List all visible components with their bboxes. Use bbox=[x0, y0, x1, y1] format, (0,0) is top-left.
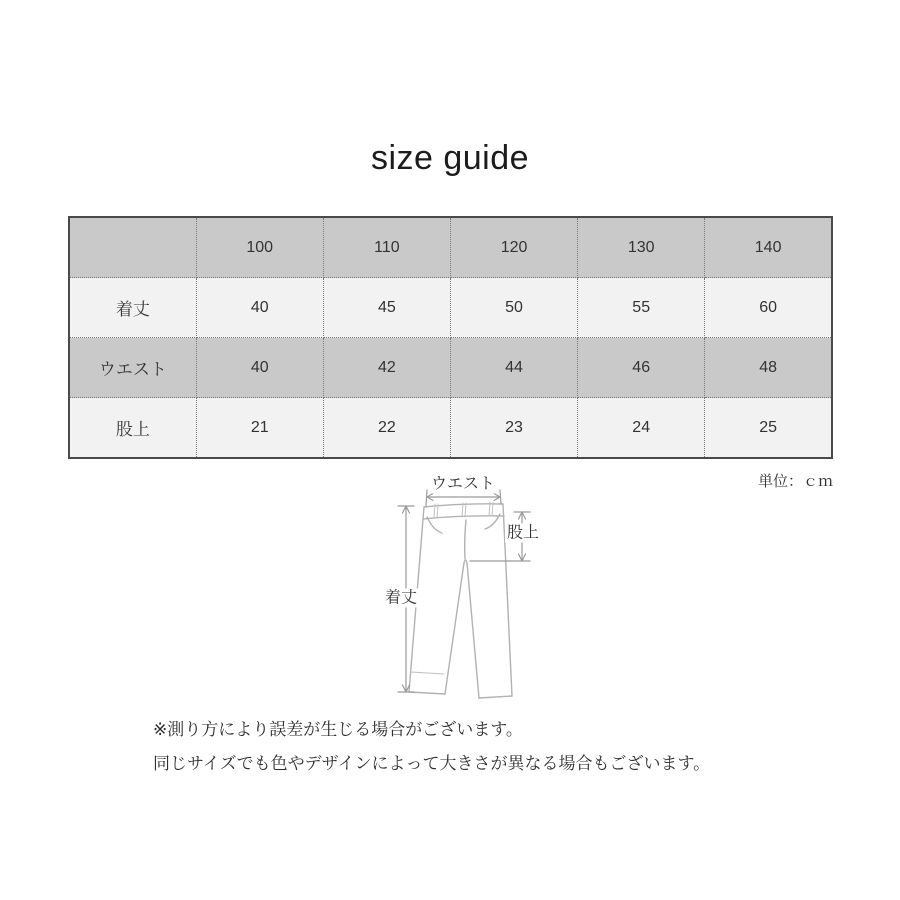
size-column-header: 130 bbox=[578, 217, 705, 278]
cell-rise-100: 21 bbox=[196, 398, 323, 459]
size-column-header: 110 bbox=[323, 217, 450, 278]
cell-length-100: 40 bbox=[196, 278, 323, 338]
size-column-header: 100 bbox=[196, 217, 323, 278]
diagram-waist-label: ウエスト bbox=[430, 475, 496, 493]
cell-waist-130: 46 bbox=[578, 338, 705, 398]
table-header-row bbox=[69, 217, 832, 278]
cell-length-120: 50 bbox=[450, 278, 577, 338]
page-title: size guide bbox=[370, 139, 530, 177]
table-corner-cell bbox=[69, 217, 196, 278]
cell-length-130: 55 bbox=[578, 278, 705, 338]
pants-diagram bbox=[375, 462, 545, 712]
cell-rise-140: 25 bbox=[705, 398, 832, 459]
cell-waist-110: 42 bbox=[323, 338, 450, 398]
diagram-rise-label: 股上 bbox=[506, 524, 540, 542]
disclaimer-line-1: ※測り方により誤差が生じる場合がございます。 bbox=[153, 720, 523, 739]
cell-waist-100: 40 bbox=[196, 338, 323, 398]
cell-length-110: 45 bbox=[323, 278, 450, 338]
cell-length-140: 60 bbox=[705, 278, 832, 338]
size-column-header: 140 bbox=[705, 217, 832, 278]
cell-rise-120: 23 bbox=[450, 398, 577, 459]
row-label-rise: 股上 bbox=[69, 398, 196, 459]
disclaimer-notes bbox=[153, 713, 710, 781]
cell-waist-140: 48 bbox=[705, 338, 832, 398]
cell-rise-110: 22 bbox=[323, 398, 450, 459]
cell-waist-120: 44 bbox=[450, 338, 577, 398]
pants-outline bbox=[409, 504, 512, 698]
diagram-length-label: 着丈 bbox=[384, 589, 418, 607]
size-column-header: 120 bbox=[450, 217, 577, 278]
table-row-rise bbox=[69, 398, 832, 459]
row-label-length: 着丈 bbox=[69, 278, 196, 338]
row-label-waist: ウエスト bbox=[69, 338, 196, 398]
table-row-length bbox=[69, 278, 832, 338]
size-guide-table bbox=[68, 216, 833, 459]
cell-rise-130: 24 bbox=[578, 398, 705, 459]
disclaimer-line-2: 同じサイズでも色やデザインによって大きさが異なる場合もございます。 bbox=[153, 754, 711, 773]
table-row-waist bbox=[69, 338, 832, 398]
unit-note: 単位：ｃｍ bbox=[757, 473, 833, 490]
